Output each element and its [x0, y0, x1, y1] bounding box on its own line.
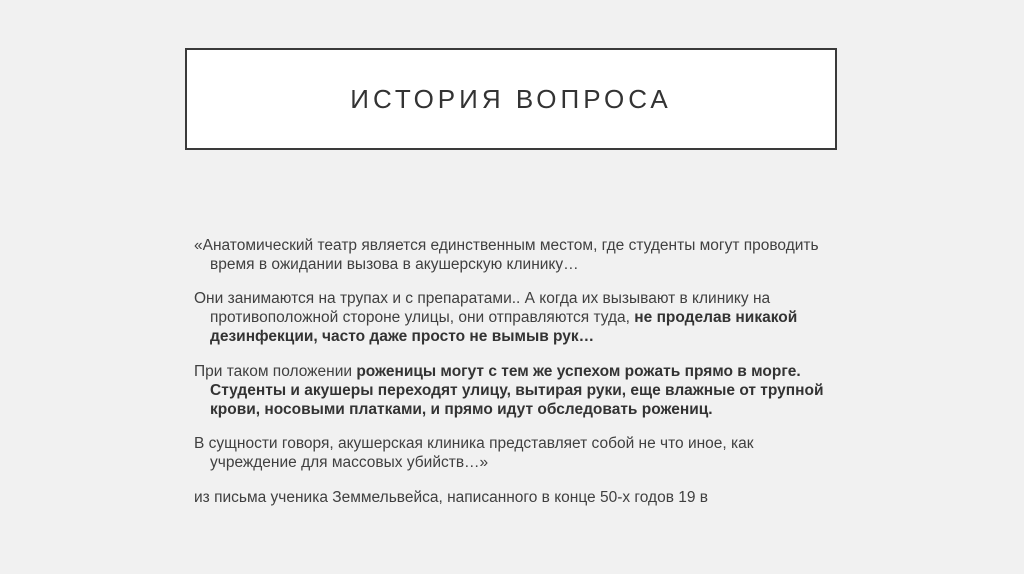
- paragraph-2-emphasis: не проделав никакой дезинфекции, часто даже просто не вымыв рук…: [210, 309, 798, 345]
- title-box: [185, 48, 837, 150]
- paragraph-2: [194, 289, 834, 346]
- paragraph-4-text: В сущности говоря, акушерская клиника представляет собой не что иное, как учреждение для массовых убийств…»: [194, 435, 754, 471]
- paragraph-2-text: Они занимаются на трупах и с препаратами.. А когда их вызывают в клинику на противоположной стороне улицы, они отправляются туда,: [194, 290, 771, 326]
- paragraph-1: [194, 236, 834, 274]
- content-area: [194, 220, 834, 515]
- paragraph-3: [194, 362, 834, 419]
- paragraph-4: [194, 434, 834, 472]
- paragraph-3-emphasis: роженицы могут с тем же успехом рожать прямо в морге. Студенты и акушеры переходят улицу, вытирая руки, еще влажные от трупной крови, носовыми платками, и прямо идут обследовать рожениц.: [210, 362, 824, 418]
- source-attribution: [194, 488, 834, 507]
- paragraph-1-text: «Анатомический театр является единственным местом, где студенты могут проводить время в ожидании вызова в акушерскую клинику…: [194, 236, 819, 273]
- paragraph-3-text: При таком положении: [194, 362, 357, 380]
- slide-title: ИСТОРИЯ ВОПРОСА: [350, 83, 672, 114]
- source-attribution-text: из письма ученика Земмельвейса, написанного в конце 50-х годов 19 в: [194, 488, 709, 506]
